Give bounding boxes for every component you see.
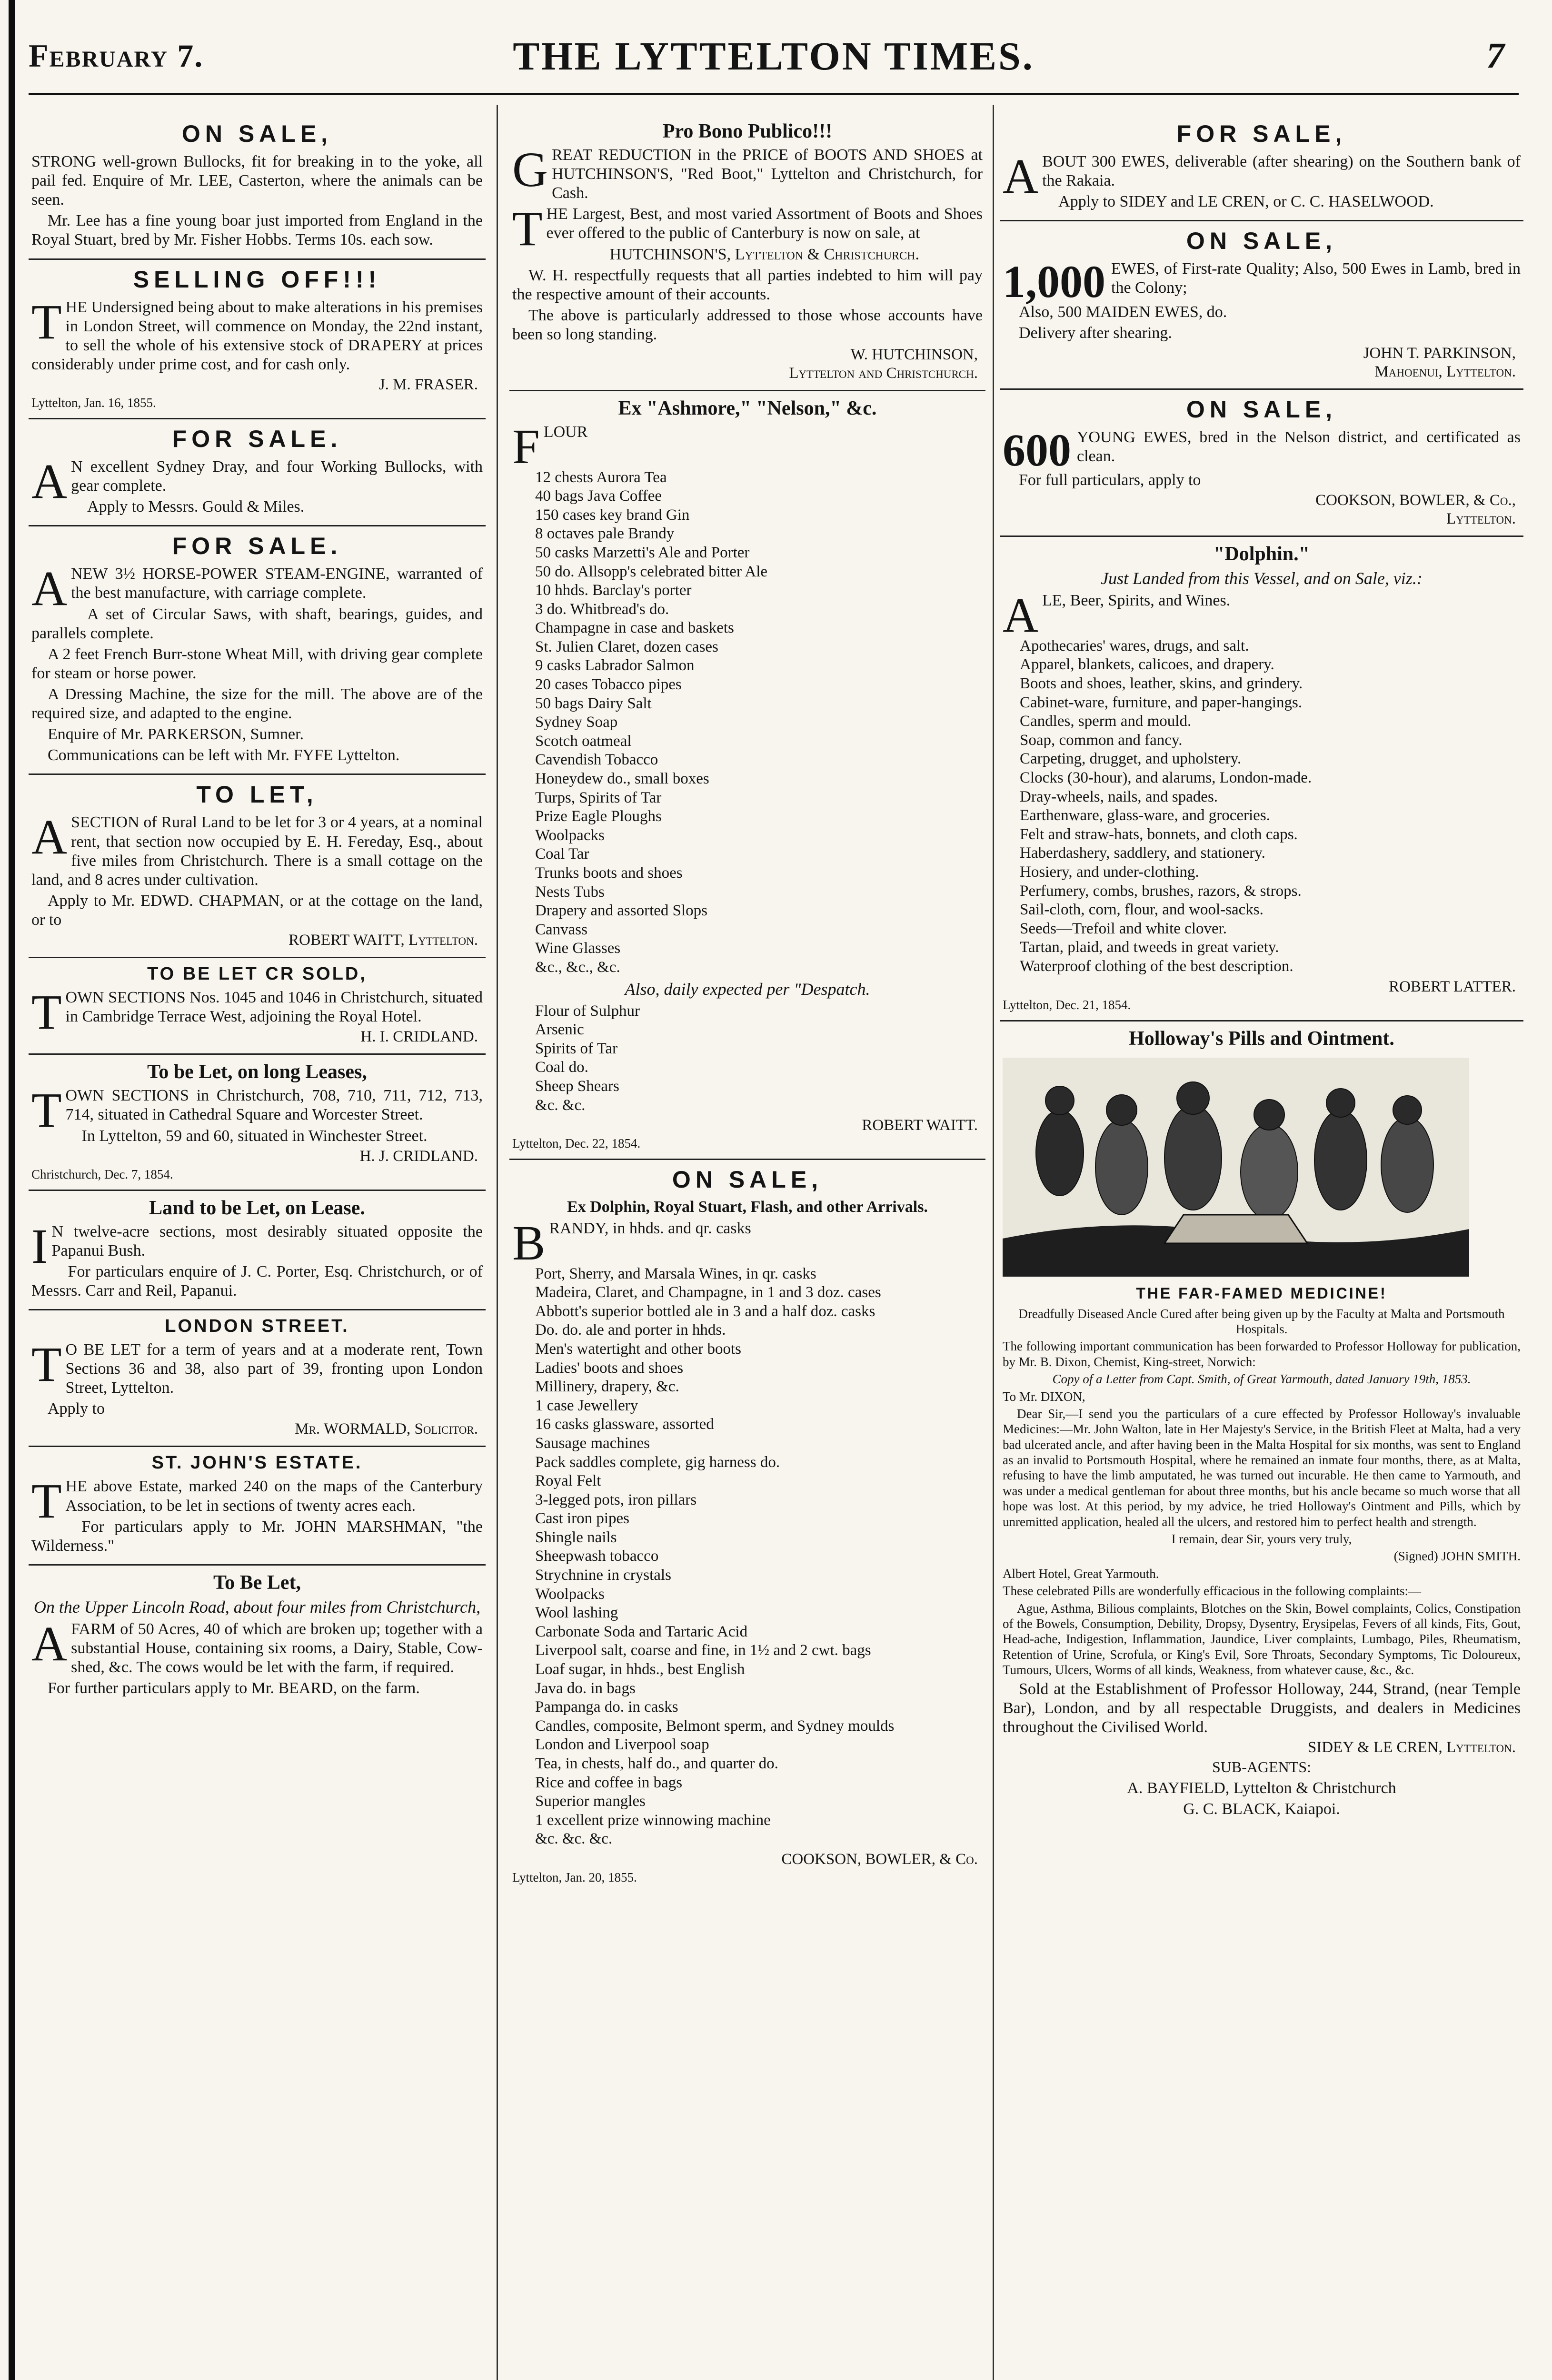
list-item: Waterproof clothing of the best description. — [1020, 957, 1293, 975]
ad-signature: J. M. FRASER. — [378, 376, 478, 393]
list-item: 50 bags Dairy Salt — [535, 694, 652, 712]
ad-dray — [29, 419, 486, 526]
engraving-illustration — [1003, 1058, 1469, 1277]
ad-date: Christchurch, Dec. 7, 1854. — [31, 1167, 173, 1181]
ad-signature: Lyttelton and Christchurch. — [789, 365, 978, 382]
list-item: Pack saddles complete, gig harness do. — [535, 1453, 780, 1471]
list-item: Cast iron pipes — [535, 1510, 629, 1527]
ad-body: Apply to Messrs. Gould & Miles. — [87, 498, 305, 516]
ad-date: Lyttelton, Jan. 20, 1855. — [512, 1870, 637, 1884]
list-item: Java do. in bags — [535, 1679, 636, 1697]
ad-heading: ON SALE, — [672, 1166, 823, 1193]
figure — [1241, 1124, 1298, 1220]
goods-list — [512, 1002, 983, 1115]
list-item: 8 octaves pale Brandy — [535, 525, 675, 543]
drop-cap: I — [31, 1219, 48, 1274]
list-item: 16 casks glassware, assorted — [535, 1416, 714, 1433]
list-item: 3 do. Whitbread's do. — [535, 600, 669, 618]
ad-body: Dear Sir,—I send you the particulars of a cure effected by Professor Holloway's invaluable Medicines:—Mr. John Walton, late in Her Majesty's Service, in the British Fleet at Malta, had a very bad ulcerated ancle, and after having been in the Malta Hospital for six months, was sent to England as an invalid to Portsmouth Hospital, where he remained an inmate four months, there, as at Malta, refusing to have the limb amputated, he was turned out incurable. He then came to Yarmouth, and was under a medical gentleman for about three months, but his ancle became so much worse that all hope was lost. At this period, by my advice, he tried Holloway's Ointment and Pills, which by unremitted application, healed all the ulcers, and restored him to perfect health and strength. — [1003, 1406, 1521, 1529]
figure — [1326, 1089, 1355, 1117]
ad-heading: Holloway's Pills and Ointment. — [1129, 1027, 1394, 1050]
ad-600-young-ewes — [1000, 390, 1523, 537]
list-item: Woolpacks — [535, 1585, 605, 1603]
list-item: 40 bags Java Coffee — [535, 487, 662, 505]
list-first-item: LOUR — [543, 423, 588, 441]
list-item: Men's watertight and other boots — [535, 1340, 742, 1358]
list-item: Tea, in chests, half do., and quarter do. — [535, 1755, 778, 1772]
list-item: Earthenware, glass-ware, and groceries. — [1020, 807, 1270, 824]
ad-body: Delivery after shearing. — [1019, 324, 1172, 342]
list-item: Ladies' boots and shoes — [535, 1359, 684, 1377]
list-item: Spirits of Tar — [535, 1040, 618, 1057]
ad-body: In Lyttelton, 59 and 60, situated in Winchester Street. — [81, 1127, 428, 1145]
list-item: St. Julien Claret, dozen cases — [535, 638, 718, 655]
ad-steam-engine — [29, 526, 486, 775]
ad-body: For full particulars, apply to — [1019, 471, 1201, 489]
ad-body: OWN SECTIONS Nos. 1045 and 1046 in Christchurch, situated in Cambridge Terrace West, adjoining the Royal Hotel. — [65, 989, 483, 1026]
drop-cap: T — [31, 294, 62, 349]
ad-dolphin-arrivals — [509, 1160, 985, 1893]
list-item: Abbott's superior bottled ale in 3 and a half doz. casks — [535, 1302, 875, 1320]
ad-long-leases — [29, 1055, 486, 1190]
ad-body: EWES, of First-rate Quality; Also, 500 Ewes in Lamb, bred in the Colony; — [1111, 260, 1521, 297]
goods-list — [1003, 637, 1521, 976]
list-item: Scotch oatmeal — [535, 732, 632, 750]
ad-body: For further particulars apply to Mr. BEARD, on the farm. — [48, 1679, 420, 1697]
ad-to-let-rural — [29, 775, 486, 958]
ad-body: Ague, Asthma, Bilious complaints, Blotches on the Skin, Bowel complaints, Colics, Constipation of the Bowels, Consumption, Debility, Dropsy, Dysentry, Erysipelas, Fevers of all kinds, Fits, Gout, Head-ache, Indigestion, Inflammation, Jaundice, Liver complaints, Lumbago, Piles, Rheumatism, Retention of Urine, Scrofula, or King's Evil, Sore Throats, Secondary Symptoms, Tic Doloureux, Tumours, Ulcers, Worms of all kinds, Weakness, from whatever cause, &c., &c. — [1003, 1601, 1521, 1677]
ad-body: Mr. Lee has a fine young boar just imported from England in the Royal Stuart, bred by Mr. Fisher Hobbs. Terms 10s. each sow. — [31, 212, 483, 249]
ad-body: Apply to — [48, 1400, 105, 1418]
ad-body: Sold at the Establishment of Professor Holloway, 244, Strand, (near Temple Bar), London, and by all respectable Druggists, and dealers in Medicines throughout the Civilised World. — [1003, 1680, 1521, 1736]
ad-signature: Lyttelton. — [1446, 510, 1516, 528]
list-item: Trunks boots and shoes — [535, 864, 683, 882]
figure — [1045, 1086, 1074, 1115]
ad-signature: ROBERT WAITT, Lyttelton. — [289, 932, 478, 949]
goods-list — [512, 468, 983, 977]
list-item: 1 case Jewellery — [535, 1397, 638, 1414]
page-date: February 7. — [29, 38, 204, 74]
ad-body: Enquire of Mr. PARKERSON, Sumner. — [48, 725, 304, 744]
ad-body: STRONG well-grown Bullocks, fit for breaking in to the yoke, all pail fed. Enquire of Mr. LEE, Casterton, where the animals can be seen. — [31, 153, 483, 209]
column-rule — [993, 105, 994, 2380]
list-item: London and Liverpool soap — [535, 1736, 709, 1754]
ad-heading: SELLING OFF!!! — [133, 266, 381, 293]
list-item: Soap, common and fancy. — [1020, 731, 1183, 749]
list-item: Seeds—Trefoil and white clover. — [1020, 920, 1227, 937]
figure — [1036, 1110, 1084, 1196]
ad-london-street — [29, 1310, 486, 1447]
list-item: Nests Tubs — [535, 883, 605, 901]
ad-body: A Dressing Machine, the size for the mill. The above are of the required size, and adapted to the engine. — [31, 685, 483, 723]
ad-bullocks — [29, 114, 486, 260]
list-item: Madeira, Claret, and Champagne, in 1 and 3 doz. cases — [535, 1284, 881, 1301]
figure — [1254, 1100, 1284, 1130]
drop-cap: T — [31, 1337, 62, 1392]
ad-date: Lyttelton, Jan. 16, 1855. — [31, 395, 156, 410]
list-item: Apparel, blankets, calicoes, and drapery. — [1020, 656, 1274, 674]
ad-pro-bono — [509, 114, 985, 391]
figure — [1381, 1117, 1433, 1212]
list-item: Hosiery, and under-clothing. — [1020, 863, 1199, 881]
masthead — [29, 29, 1519, 100]
ad-body: To Mr. DIXON, — [1003, 1389, 1085, 1404]
ad-holloways — [1000, 1021, 1523, 1828]
list-item: Loaf sugar, in hhds., best English — [535, 1661, 745, 1678]
ad-body: A set of Circular Saws, with shaft, bearings, guides, and parallels complete. — [31, 605, 483, 642]
box-of-pills — [1164, 1215, 1307, 1243]
ad-st-johns-estate — [29, 1447, 486, 1565]
list-item: 10 hhds. Barclay's porter — [535, 582, 692, 599]
ad-body: OWN SECTIONS in Christchurch, 708, 710, 711, 712, 713, 714, situated in Cathedral Square and Worcester Street. — [65, 1087, 483, 1124]
goods-list — [512, 1265, 983, 1849]
ad-body: For particulars apply to Mr. JOHN MARSHMAN, "the Wilderness." — [31, 1517, 483, 1555]
ad-body: N twelve-acre sections, most desirably situated opposite the Papanui Bush. — [51, 1222, 483, 1259]
ad-dolphin-goods — [1000, 537, 1523, 1021]
figure — [1164, 1105, 1222, 1210]
ad-heading: To Be Let, — [213, 1571, 301, 1594]
ad-subheading: SUB-AGENTS: — [1212, 1758, 1311, 1775]
list-item: Candles, composite, Belmont sperm, and Sydney moulds — [535, 1717, 895, 1735]
binding-edge — [9, 0, 15, 2380]
list-item: 3-legged pots, iron pillars — [535, 1491, 697, 1508]
list-item: Carbonate Soda and Tartaric Acid — [535, 1623, 748, 1640]
ad-signature: JOHN T. PARKINSON, — [1363, 344, 1516, 362]
ad-signature: Mahoenui, Lyttelton. — [1374, 363, 1516, 380]
ad-body: O BE LET for a term of years and at a moderate rent, Town Sections 36 and 38, also part of 39, fronting upon London Street, Lyttelton. — [65, 1341, 483, 1397]
list-item: Haberdashery, saddlery, and stationery. — [1020, 844, 1265, 862]
list-item: Liverpool salt, coarse and fine, in 1½ and 2 cwt. bags — [535, 1642, 871, 1659]
ad-signature: W. HUTCHINSON, — [850, 346, 978, 364]
ad-1000-ewes — [1000, 221, 1523, 390]
ad-agent: A. BAYFIELD, Lyttelton & Christchurch — [1127, 1779, 1396, 1797]
ad-signature: H. I. CRIDLAND. — [360, 1028, 478, 1046]
list-item: 150 cases key brand Gin — [535, 506, 690, 524]
ad-heading: ST. JOHN'S ESTATE. — [151, 1453, 363, 1473]
ad-body: Also, 500 MAIDEN EWES, do. — [1019, 303, 1227, 321]
ad-signature: COOKSON, BOWLER, & Co., — [1315, 492, 1516, 509]
list-item: Coal Tar — [535, 845, 589, 863]
list-item: Superior mangles — [535, 1793, 646, 1810]
ad-banner: THE FAR-FAMED MEDICINE! — [1136, 1284, 1387, 1302]
list-item: Champagne in case and baskets — [535, 619, 734, 637]
list-item: Woolpacks — [535, 826, 605, 844]
ad-body: Communications can be left with Mr. FYFE Lyttelton. — [48, 746, 400, 764]
list-item: Dray-wheels, nails, and spades. — [1020, 788, 1218, 805]
ad-date: Lyttelton, Dec. 22, 1854. — [512, 1136, 641, 1151]
list-item: Strychnine in crystals — [535, 1567, 671, 1584]
ad-heading: ON SALE, — [181, 120, 333, 147]
list-item: Prize Eagle Ploughs — [535, 808, 662, 825]
ad-heading: Ex "Ashmore," "Nelson," &c. — [618, 397, 877, 420]
ad-body: HUTCHINSON'S, Lyttelton & Christchurch. — [609, 245, 919, 263]
list-item: 1 excellent prize winnowing machine — [535, 1811, 771, 1829]
drop-cap: T — [31, 1474, 62, 1529]
list-item: Shingle nails — [535, 1528, 617, 1546]
list-item: Turps, Spirits of Tar — [535, 789, 662, 806]
ad-signature: ROBERT WAITT. — [862, 1117, 978, 1134]
list-item: Sausage machines — [535, 1434, 650, 1452]
ad-date: Lyttelton, Dec. 21, 1854. — [1003, 997, 1131, 1012]
list-item: Millinery, drapery, &c. — [535, 1378, 679, 1396]
drop-cap: A — [1003, 149, 1039, 204]
drop-cap: T — [31, 1083, 62, 1138]
list-item: Sydney Soap — [535, 714, 618, 731]
list-item: Port, Sherry, and Marsala Wines, in qr. casks — [535, 1265, 816, 1282]
ad-heading: To be Let, on long Leases, — [147, 1061, 367, 1083]
ad-body: YOUNG EWES, bred in the Nelson district, and certificated as clean. — [1077, 428, 1521, 466]
drop-cap: A — [1003, 588, 1039, 643]
ad-signature: COOKSON, BOWLER, & Co. — [781, 1850, 978, 1868]
ad-subheading: On the Upper Lincoln Road, about four miles from Christchurch, — [33, 1597, 481, 1616]
list-item: Flour of Sulphur — [535, 1002, 640, 1020]
list-item: Clocks (30-hour), and alarums, London-made. — [1020, 769, 1312, 787]
list-item: Wine Glasses — [535, 940, 621, 957]
ad-signature: SIDEY & LE CREN, Lyttelton. — [1307, 1738, 1516, 1756]
list-item: Cavendish Tobacco — [535, 751, 658, 769]
figure — [1177, 1082, 1209, 1114]
ad-quantity: 600 — [1003, 424, 1071, 476]
list-item: Rice and coffee in bags — [535, 1774, 683, 1791]
page-number: 7 — [1486, 36, 1504, 76]
drop-cap: F — [512, 419, 540, 475]
ad-body: FARM of 50 Acres, 40 of which are broken up; together with a substantial House, containing six rooms, a Dairy, Stable, Cow-shed, &c. The cows would be let with the farm, if required. — [71, 1620, 483, 1676]
drop-cap: T — [512, 201, 543, 257]
list-item: Sail-cloth, corn, flour, and wool-sacks. — [1020, 901, 1263, 919]
list-item: Sheep Shears — [535, 1077, 619, 1095]
list-item: Do. do. ale and porter in hhds. — [535, 1321, 726, 1339]
ad-agent: G. C. BLACK, Kaiapoi. — [1183, 1800, 1340, 1818]
ad-heading: FOR SALE, — [1176, 120, 1347, 147]
drop-cap: A — [31, 810, 68, 865]
ad-body: The following important communication has been forwarded to Professor Holloway for publication, by Mr. B. Dixon, Chemist, King-street, Norwich: — [1003, 1339, 1521, 1369]
ad-subheading: Ex Dolphin, Royal Stuart, Flash, and other Arrivals. — [567, 1198, 928, 1216]
ad-signature: Mr. WORMALD, Solicitor. — [295, 1420, 478, 1438]
list-item: Honeydew do., small boxes — [535, 770, 709, 788]
list-item: Felt and straw-hats, bonnets, and cloth caps. — [1020, 825, 1298, 843]
ad-body: HE above Estate, marked 240 on the maps of the Canterbury Association, to be let in sections of twenty acres each. — [65, 1478, 483, 1515]
figure — [1314, 1110, 1367, 1210]
ad-heading: Pro Bono Publico!!! — [662, 120, 833, 142]
ad-heading: Land to be Let, on Lease. — [149, 1197, 365, 1219]
list-item: Sheepwash tobacco — [535, 1547, 659, 1565]
list-first-item: LE, Beer, Spirits, and Wines. — [1042, 592, 1231, 610]
ad-land-lease — [29, 1191, 486, 1310]
list-item: Cabinet-ware, furniture, and paper-hangings. — [1020, 694, 1303, 711]
ad-heading: "Dolphin." — [1214, 543, 1310, 565]
list-item: 9 casks Labrador Salmon — [535, 657, 695, 674]
ad-body: NEW 3½ HORSE-POWER STEAM-ENGINE, warranted of the best manufacture, with carriage complete. — [71, 565, 483, 602]
list-item: Wool lashing — [535, 1604, 618, 1622]
header-rule — [29, 93, 1519, 95]
list-item: 12 chests Aurora Tea — [535, 468, 667, 486]
ad-subheading: Just Landed from this Vessel, and on Sale, viz.: — [1101, 569, 1423, 588]
ad-selling-off — [29, 260, 486, 419]
ad-signature: ROBERT LATTER. — [1389, 978, 1516, 995]
ad-body: REAT REDUCTION in the PRICE of BOOTS AND SHOES at HUTCHINSON'S, "Red Boot," Lyttelton and Christchurch, for Cash. — [552, 146, 983, 202]
ad-heading: FOR SALE. — [172, 425, 342, 452]
ad-body: Apply to SIDEY and LE CREN, or C. C. HASELWOOD. — [1058, 193, 1434, 211]
list-item: Apothecaries' wares, drugs, and salt. — [1020, 637, 1249, 654]
ad-signature: H. J. CRIDLAND. — [359, 1147, 478, 1165]
ad-quantity: 1,000 — [1003, 256, 1105, 307]
list-item: &c. &c. — [535, 1096, 586, 1114]
ad-body: Albert Hotel, Great Yarmouth. — [1003, 1566, 1159, 1581]
figure — [1095, 1120, 1148, 1215]
drop-cap: A — [31, 1616, 68, 1671]
ad-body: These celebrated Pills are wonderfully efficacious in the following complaints:— — [1003, 1584, 1421, 1598]
ad-body: BOUT 300 EWES, deliverable (after shearing) on the Southern bank of the Rakaia. — [1042, 153, 1521, 190]
ad-body: A 2 feet French Burr-stone Wheat Mill, with driving gear complete for steam or horse power. — [31, 645, 483, 682]
ad-body: N excellent Sydney Dray, and four Working Bullocks, with gear complete. — [71, 457, 483, 495]
ad-body: Copy of a Letter from Capt. Smith, of Great Yarmouth, dated January 19th, 1853. — [1052, 1372, 1471, 1387]
ad-body: HE Undersigned being about to make alterations in his premises in London Street, will commence on Monday, the 22nd instant, to sell the whole of his extensive stock of DRAPERY at prices considerably under prime cost, and for cash only. — [31, 298, 483, 373]
paper-title: THE LYTTELTON TIMES. — [513, 34, 1035, 79]
ad-heading: ON SALE, — [1186, 228, 1337, 255]
ad-ewes-rakaia — [1000, 114, 1523, 221]
list-item: Royal Felt — [535, 1472, 601, 1490]
drop-cap: T — [31, 985, 62, 1040]
list-item: 20 cases Tobacco pipes — [535, 676, 682, 694]
list-item: Perfumery, combs, brushes, razors, & strops. — [1020, 882, 1302, 900]
list-item: Canvass — [535, 921, 587, 938]
list-item: Tartan, plaid, and tweeds in great variety. — [1020, 939, 1279, 956]
ad-town-sections-sold — [29, 958, 486, 1055]
list-item: Pampanga do. in casks — [535, 1698, 678, 1716]
ad-subheading: Also, daily expected per "Despatch. — [625, 979, 870, 999]
list-item: Candles, sperm and mould. — [1020, 713, 1192, 730]
column-left — [29, 114, 486, 2380]
list-item: Carpeting, drugget, and upholstery. — [1020, 750, 1242, 768]
ad-body: The above is particularly addressed to those whose accounts have been so long standing. — [512, 306, 983, 343]
list-item: &c. &c. &c. — [535, 1830, 613, 1848]
ad-heading: TO BE LET CR SOLD, — [147, 964, 367, 984]
drop-cap: A — [31, 454, 68, 509]
ad-body: W. H. respectfully requests that all parties indebted to him will pay the respective amount of their accounts. — [512, 266, 983, 303]
column-rule — [497, 105, 498, 2380]
list-item: 50 casks Marzetti's Ale and Porter — [535, 544, 750, 561]
ad-body: Apply to Mr. EDWD. CHAPMAN, or at the cottage on the land, or to — [31, 892, 483, 929]
ad-body: SECTION of Rural Land to be let for 3 or 4 years, at a nominal rent, that section now occupied by E. H. Fereday, Esq., about five miles from Christchurch. There is a small cottage on the land, and 8 acres under cultivation. — [31, 813, 483, 889]
list-item: Boots and shoes, leather, skins, and grindery. — [1020, 675, 1303, 693]
list-item: &c., &c., &c. — [535, 958, 620, 976]
ad-heading: FOR SALE. — [172, 533, 342, 560]
ad-body: HE Largest, Best, and most varied Assortment of Boots and Shoes ever offered to the public of Canterbury is now on sale, at — [546, 205, 983, 242]
drop-cap: B — [512, 1216, 546, 1271]
list-first-item: RANDY, in hhds. and qr. casks — [549, 1220, 751, 1238]
column-right — [1000, 114, 1523, 2380]
list-item: 50 do. Allsopp's celebrated bitter Ale — [535, 563, 768, 580]
ad-body: (Signed) JOHN SMITH. — [1393, 1549, 1521, 1564]
figure — [1393, 1096, 1422, 1124]
ad-ashmore-goods — [509, 391, 985, 1160]
ad-heading: TO LET, — [196, 781, 318, 808]
drop-cap: A — [31, 561, 68, 616]
list-item: Coal do. — [535, 1059, 588, 1076]
ad-body: For particulars enquire of J. C. Porter, Esq. Christchurch, or of Messrs. Carr and Reil, Papanui. — [31, 1262, 483, 1299]
column-middle — [509, 114, 985, 2380]
ad-body: I remain, dear Sir, yours very truly, — [1171, 1532, 1352, 1547]
ad-heading: ON SALE, — [1186, 396, 1337, 423]
ad-farm-to-let — [29, 1566, 486, 1706]
figure — [1106, 1095, 1137, 1125]
drop-cap: G — [512, 142, 548, 197]
ad-heading: LONDON STREET. — [165, 1316, 349, 1337]
ad-body: Dreadfully Diseased Ancle Cured after being given up by the Faculty at Malta and Portsmouth Hospitals. — [1018, 1306, 1505, 1336]
list-item: Drapery and assorted Slops — [535, 902, 708, 920]
list-item: Arsenic — [535, 1021, 584, 1039]
